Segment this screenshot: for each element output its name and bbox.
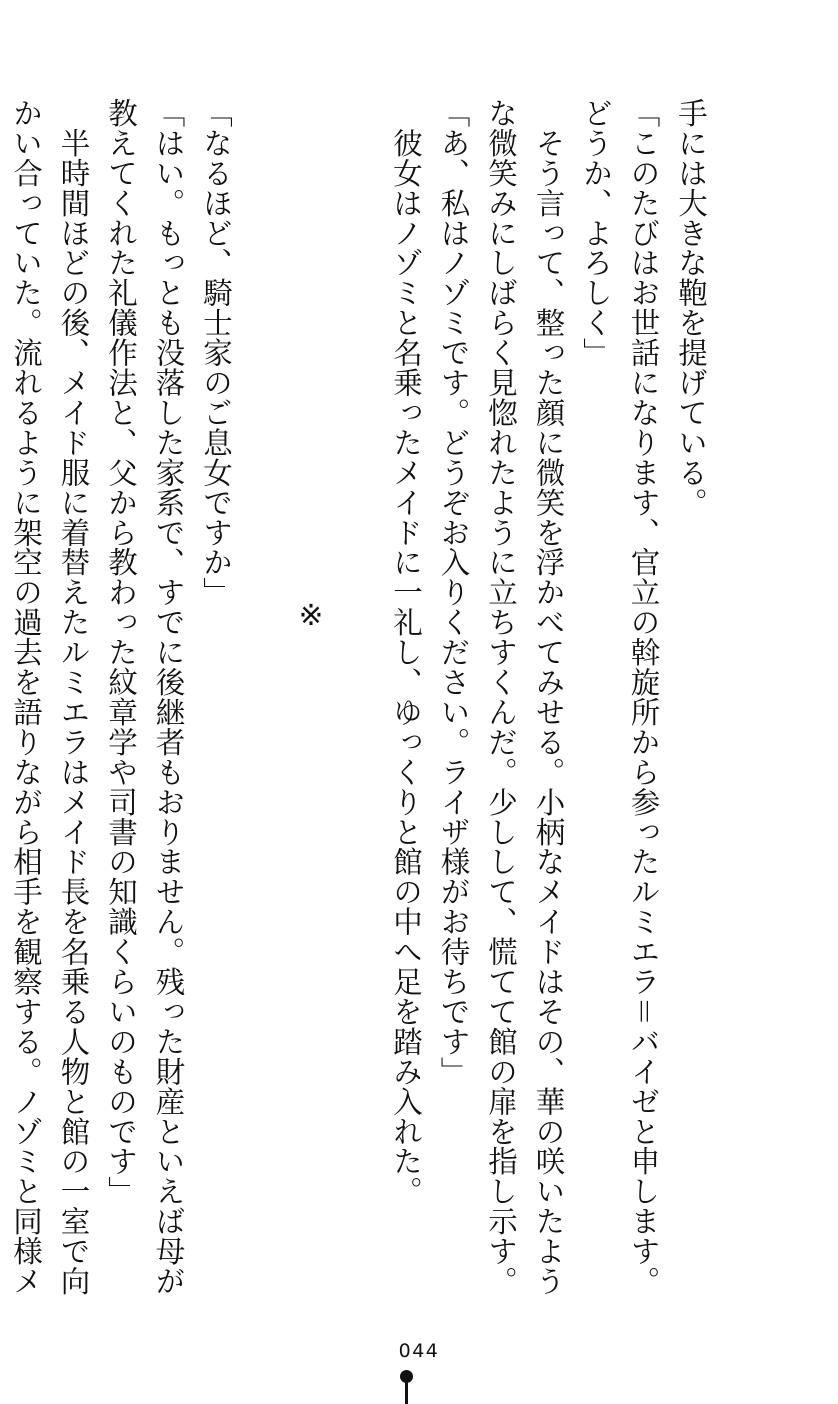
text-line: 教えてくれた礼儀作法と、父から教わった紋章学や司書の知識くらいのものです」 [104,98,138,1207]
text-line: 「このたびはお世話になります、官立の斡旋所から参ったルミエラ＝バイゼと申します。 [626,98,661,1296]
text-line: 半時間ほどの後、メイド服に着替えたルミエラはメイド長を名乗る人物と館の一室で向 [56,98,91,1296]
blank-line [334,98,382,1158]
text-line: どうか、よろしく」 [579,98,613,368]
text-line: 「なるほど、騎士家のご息女ですか」 [199,98,233,608]
page-number: 044 [398,1340,440,1362]
text-line: そう言って、整った顔に微笑を浮かべてみせる。小柄なメイドはその、華の咲いたよう [531,98,566,1296]
text-line: 手には大きな鞄を提げている。 [674,98,708,518]
text-line: かい合っていた。流れるように架空の過去を語りながら相手を観察する。ノゾミと同様メ [9,98,43,1296]
scene-break-mark: ※ [294,598,328,633]
text-line: 彼女はノゾミと名乗ったメイドに一礼し、ゆっくりと館の中へ足を踏み入れた。 [389,98,423,1207]
text-line: な微笑みにしばらく見惚れたように立ちすくんだ。少しして、慌てて館の扉を指し示す。 [484,98,518,1296]
text-line [0,98,2,1158]
page-marker-dot [400,1370,413,1383]
text-line: 「はい。もっとも没落した家系で、すでに後継者もおりません。残った財産といえば母が [151,98,186,1296]
blank-line [239,98,287,1158]
text-line: 「あ、私はノゾミです。どうぞお入りください。ライザ様がお待ちです」 [436,98,471,1087]
vertical-text-body [9,98,714,1296]
